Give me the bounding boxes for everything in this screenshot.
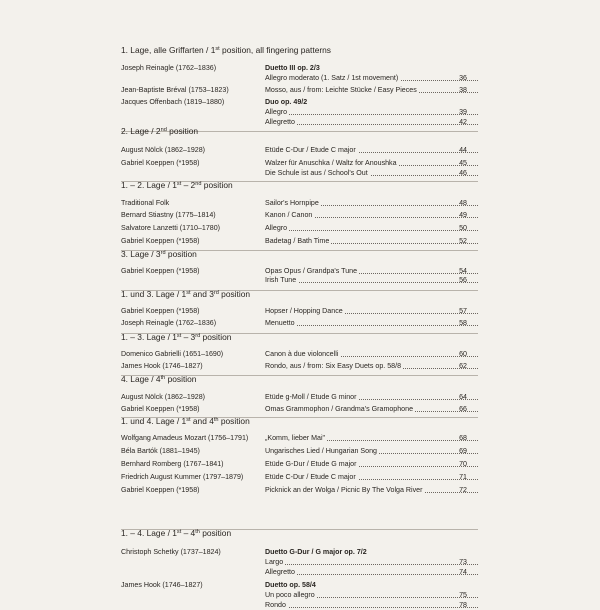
page-number: 36	[459, 74, 467, 82]
piece-title: Allegro moderato (1. Satz / 1st movement)	[265, 74, 478, 83]
piece-title: Die Schule ist aus / School's Out	[265, 169, 478, 178]
piece-title: Menuetto	[265, 319, 478, 328]
composer-dates: (1737–1824)	[180, 548, 221, 556]
composer-dates: (1651–1690)	[182, 350, 224, 358]
composer-dates: (*1958)	[176, 307, 200, 315]
section-heading: 1. Lage, alle Griffarten / 1st position, all fingering patterns	[121, 45, 331, 55]
piece-title: Picknick an der Wolga / Picnic By The Volga River	[265, 486, 478, 495]
section-heading: 1. – 2. Lage / 1st – 2nd position	[121, 180, 233, 190]
composer-name: Joseph Reinagle (1762–1836)	[121, 319, 217, 327]
piece-title: Allegro	[265, 224, 478, 233]
piece-title: Badetag / Bath Time	[265, 237, 478, 246]
composer-dates: (1862–1928)	[164, 393, 206, 401]
piece-title: Ungarisches Lied / Hungarian Song	[265, 447, 478, 456]
composer-dates: (*1958)	[176, 267, 200, 275]
page-number: 49	[459, 211, 467, 219]
composer-name: Salvatore Lanzetti (1710–1780)	[121, 224, 221, 232]
piece-title: Rondo	[265, 601, 478, 610]
piece-title: Irish Tune	[265, 276, 478, 285]
composer-name: Bernhard Romberg (1767–1841)	[121, 460, 224, 468]
composer-dates: (1710–1780)	[179, 224, 221, 232]
composer-name: Gabriel Koeppen (*1958)	[121, 307, 200, 315]
composer-dates: (1775–1814)	[175, 211, 216, 219]
page-number: 70	[459, 460, 467, 468]
composer-name: Gabriel Koeppen (*1958)	[121, 237, 200, 245]
composer-name: James Hook (1746–1827)	[121, 362, 203, 370]
composer-dates: (1762–1836)	[175, 319, 217, 327]
page-number: 38	[459, 86, 467, 94]
piece-title: „Komm, lieber Mai"	[265, 434, 478, 443]
page-number: 66	[459, 405, 467, 413]
page-number: 57	[459, 307, 467, 315]
section-heading: 1. – 3. Lage / 1st – 3rd position	[121, 332, 232, 342]
page-number: 45	[459, 159, 467, 167]
page-number: 75	[459, 591, 467, 599]
composer-dates: (*1958)	[176, 237, 200, 245]
piece-title: Omas Grammophon / Grandma's Gramophone	[265, 405, 478, 414]
page-number: 78	[459, 601, 467, 609]
piece-title: Opas Opus / Grandpa's Tune	[265, 267, 478, 276]
composer-name: Bernard Stiastny (1775–1814)	[121, 211, 216, 219]
piece-title: Duetto G-Dur / G major op. 7/2	[265, 548, 367, 556]
composer-name: Gabriel Koeppen (*1958)	[121, 267, 200, 275]
piece-title: Mosso, aus / from: Leichte Stücke / Easy Pieces	[265, 86, 478, 95]
composer-name: Domenico Gabrielli (1651–1690)	[121, 350, 224, 358]
page-number: 58	[459, 319, 467, 327]
section-heading: 4. Lage / 4th position	[121, 374, 197, 384]
composer-dates: (1746–1827)	[162, 581, 203, 589]
section-heading: 1. und 3. Lage / 1st and 3rd position	[121, 289, 251, 299]
composer-name: Gabriel Koeppen (*1958)	[121, 159, 200, 167]
page-number: 56	[459, 276, 467, 284]
section-heading: 1. und 4. Lage / 1st and 4th position	[121, 416, 250, 426]
page-number: 72	[459, 486, 467, 494]
page-number: 64	[459, 393, 467, 401]
piece-title: Etüde g-Moll / Etude G minor	[265, 393, 478, 402]
piece-title: Etüde C-Dur / Etude C major	[265, 473, 478, 482]
page-number: 69	[459, 447, 467, 455]
page-number: 50	[459, 224, 467, 232]
composer-dates: (1881–1945)	[159, 447, 200, 455]
composer-dates: (1753–1823)	[188, 86, 229, 94]
piece-title: Duetto III op. 2/3	[265, 64, 320, 72]
piece-title: Duetto op. 58/4	[265, 581, 316, 589]
composer-name: August Nölck (1862–1928)	[121, 146, 206, 154]
page-number: 54	[459, 267, 467, 275]
piece-title: Canon à due violoncelli	[265, 350, 478, 359]
page-number: 60	[459, 350, 467, 358]
page-number: 52	[459, 237, 467, 245]
piece-title: Un poco allegro	[265, 591, 478, 600]
composer-name: Wolfgang Amadeus Mozart (1756–1791)	[121, 434, 249, 442]
composer-name: Gabriel Koeppen (*1958)	[121, 486, 200, 494]
piece-title: Duo op. 49/2	[265, 98, 308, 106]
composer-name: Joseph Reinagle (1762–1836)	[121, 64, 217, 72]
composer-name: Béla Bartók (1881–1945)	[121, 447, 200, 455]
composer-dates: (1862–1928)	[164, 146, 206, 154]
piece-title: Allegro	[265, 108, 478, 117]
piece-title: Hopser / Hopping Dance	[265, 307, 478, 316]
piece-title: Largo	[265, 558, 478, 567]
composer-name: Traditional Folk	[121, 199, 170, 207]
section-heading: 1. – 4. Lage / 1st – 4th position	[121, 528, 232, 538]
section-heading: 3. Lage / 3rd position	[121, 249, 197, 259]
piece-title: Etüde G-Dur / Etude G major	[265, 460, 478, 469]
page-number: 68	[459, 434, 467, 442]
section-heading: 2. Lage / 2nd position	[121, 126, 199, 136]
page-number: 71	[459, 473, 467, 481]
composer-name: Jacques Offenbach (1819–1880)	[121, 98, 225, 106]
composer-name: Jean-Baptiste Bréval (1753–1823)	[121, 86, 229, 94]
page-number: 46	[459, 169, 467, 177]
page-number: 62	[459, 362, 467, 370]
composer-name: Gabriel Koeppen (*1958)	[121, 405, 200, 413]
composer-name: August Nölck (1862–1928)	[121, 393, 206, 401]
composer-dates: (1756–1791)	[208, 434, 249, 442]
composer-dates: (1797–1879)	[203, 473, 244, 481]
piece-title: Walzer für Anuschka / Waltz for Anoushka	[265, 159, 478, 168]
page-number: 73	[459, 558, 467, 566]
piece-title: Allegretto	[265, 118, 478, 127]
page-number: 42	[459, 118, 467, 126]
piece-title: Allegretto	[265, 568, 478, 577]
piece-title: Sailor's Hornpipe	[265, 199, 478, 208]
composer-dates: (1819–1880)	[183, 98, 225, 106]
page-number: 39	[459, 108, 467, 116]
composer-name: Friedrich August Kummer (1797–1879)	[121, 473, 244, 481]
page-number: 48	[459, 199, 467, 207]
composer-dates: (1762–1836)	[175, 64, 217, 72]
composer-dates: (*1958)	[176, 405, 200, 413]
page-number: 44	[459, 146, 467, 154]
composer-dates: (1746–1827)	[162, 362, 203, 370]
composer-dates: (*1958)	[176, 486, 200, 494]
composer-dates: (1767–1841)	[183, 460, 224, 468]
composer-name: Christoph Schetky (1737–1824)	[121, 548, 221, 556]
piece-title: Etüde C-Dur / Etude C major	[265, 146, 478, 155]
composer-dates: (*1958)	[176, 159, 200, 167]
page-number: 74	[459, 568, 467, 576]
piece-title: Kanon / Canon	[265, 211, 478, 220]
piece-title: Rondo, aus / from: Six Easy Duets op. 58/8	[265, 362, 478, 371]
composer-name: James Hook (1746–1827)	[121, 581, 203, 589]
